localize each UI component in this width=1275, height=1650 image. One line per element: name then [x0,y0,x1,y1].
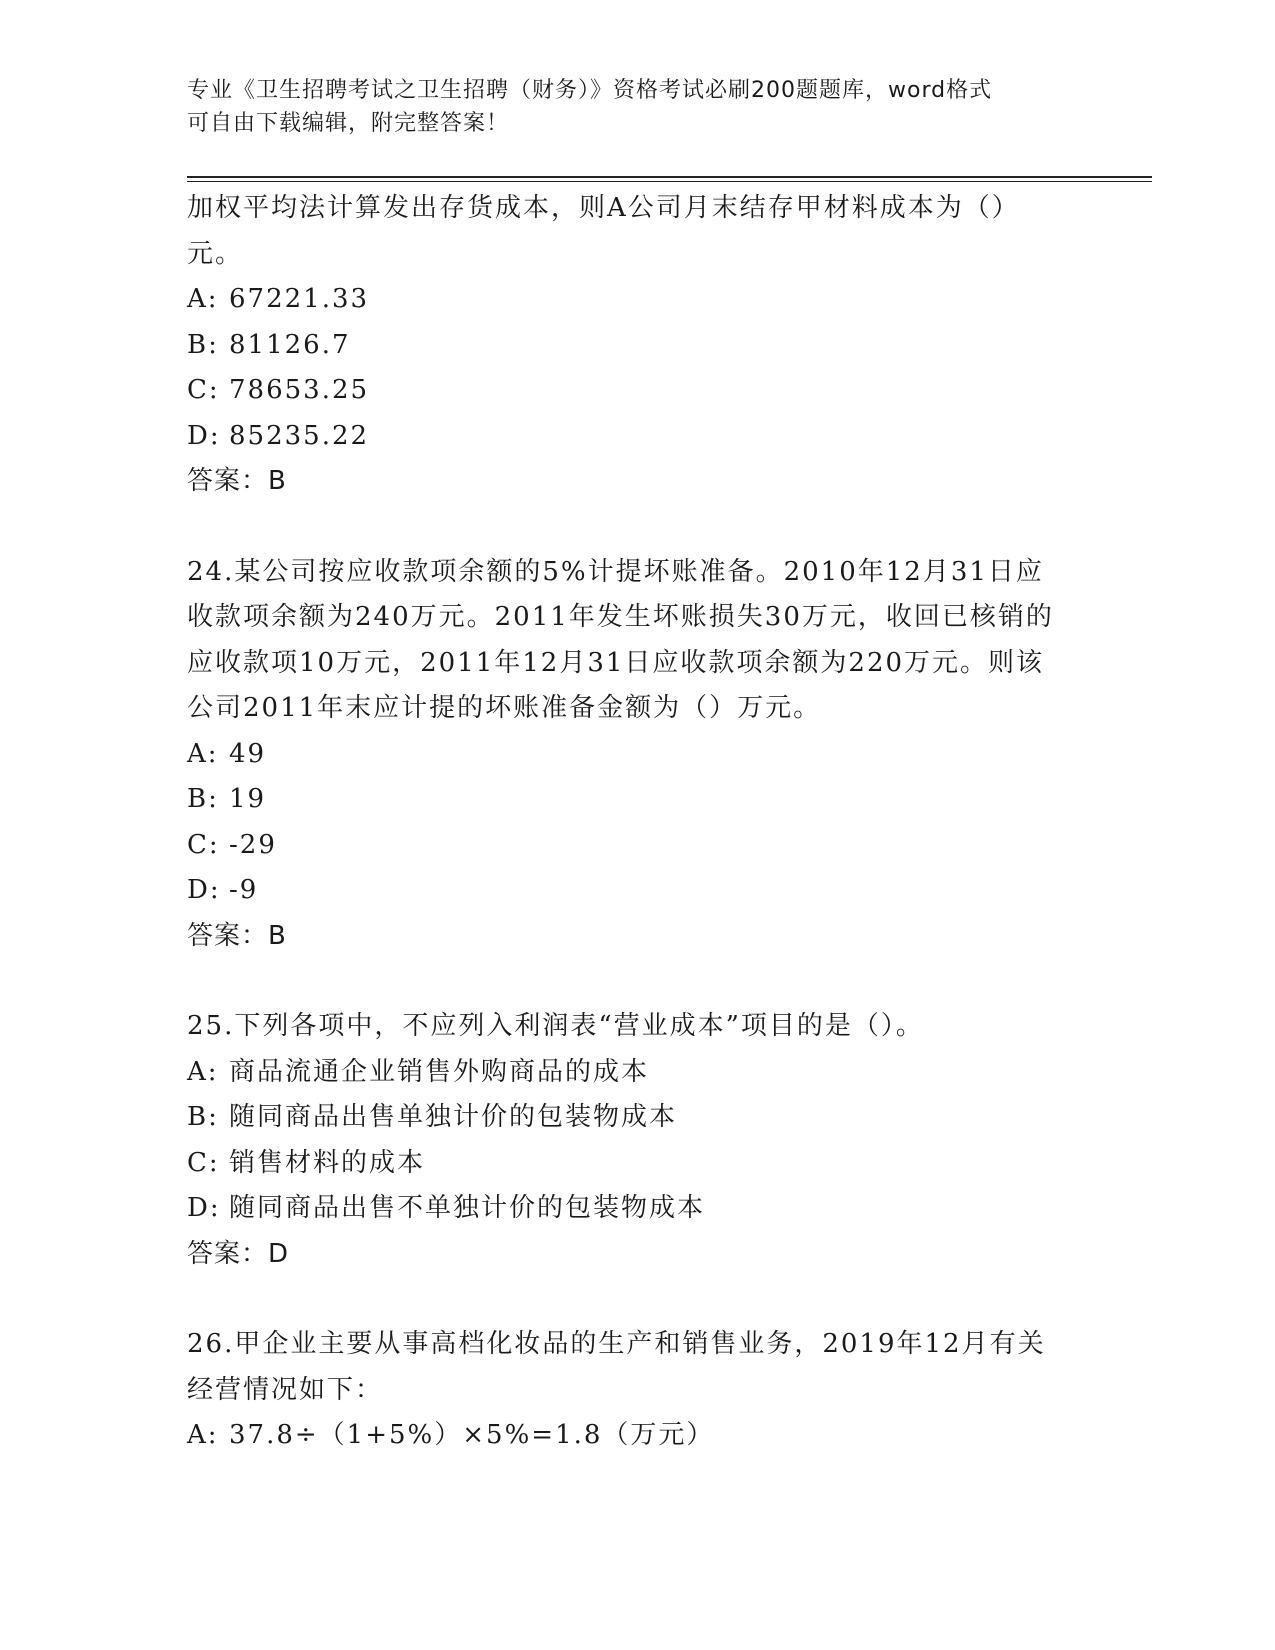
option-text: -29 [229,829,277,860]
answer-line: 答案：D [187,1238,290,1269]
question-stem-line: 25.下列各项中，不应列入利润表“营业成本”项目的是（）。 [187,1011,924,1041]
option-key: D: [187,420,221,451]
question-stem-line: 经营情况如下： [187,1374,384,1405]
option-text: 78653.25 [229,375,370,405]
option-b [187,1095,1092,1141]
option-key: C: [187,1147,220,1178]
document-body [187,186,1092,1459]
option-c [187,823,1092,869]
option-d [187,868,1092,914]
option-text: 随同商品出售单独计价的包装物成本 [229,1102,678,1132]
question-23 [187,186,1092,505]
option-c [187,1141,1092,1187]
question-26 [187,1322,1092,1459]
option-text: 商品流通企业销售外购商品的成本 [229,1056,650,1087]
option-a [187,1413,1092,1459]
question-25 [187,1004,1092,1277]
question-stem-line: 元。 [187,238,244,269]
option-key: A: [187,284,219,314]
option-b [187,777,1092,823]
option-b [187,323,1092,369]
question-stem-line: 收款项余额为240万元。2011年发生坏账损失30万元，收回已核销的 [187,602,1054,632]
option-text: 19 [229,784,267,814]
header-line-2: 可自由下载编辑，附完整答案！ [187,111,510,136]
option-text: 37.8÷（1+5%）×5%=1.8（万元） [229,1420,715,1450]
option-a [187,732,1092,778]
document-header [187,74,1087,140]
option-c [187,368,1092,414]
header-line-1: 专业《卫生招聘考试之卫生招聘（财务）》资格考试必刷200题题库，word格式 [187,78,993,103]
option-key: D: [187,1193,221,1223]
question-stem-line: 应收款项10万元，2011年12月31日应收款项余额为220万元。则该 [187,647,1045,678]
option-text: 67221.33 [229,284,370,314]
answer-line: 答案：B [187,920,287,951]
question-stem-line: 26.甲企业主要从事高档化妆品的生产和销售业务，2019年12月有关 [187,1329,1046,1359]
spacer [187,1277,1092,1322]
option-key: B: [187,784,219,814]
spacer [187,505,1092,550]
option-a [187,1050,1092,1096]
option-text: 85235.22 [229,420,370,451]
option-text: 49 [229,738,267,769]
option-text: 销售材料的成本 [229,1147,426,1178]
option-key: B: [187,329,219,360]
option-key: D: [187,875,221,905]
option-key: A: [187,1056,219,1087]
question-stem-line: 24.某公司按应收款项余额的5%计提坏账准备。2010年12月31日应 [187,556,1044,587]
option-key: C: [187,375,220,405]
option-key: A: [187,738,219,769]
option-d [187,414,1092,460]
answer-line: 答案：B [187,466,287,496]
option-a [187,277,1092,323]
question-stem-line: 公司2011年末应计提的坏账准备金额为（）万元。 [187,693,822,723]
option-d [187,1186,1092,1232]
option-key: A: [187,1420,219,1450]
option-text: -9 [229,875,259,905]
question-stem-line: 加权平均法计算发出存货成本，则A公司月末结存甲材料成本为（） [187,193,1020,223]
option-key: C: [187,829,220,860]
option-text: 随同商品出售不单独计价的包装物成本 [229,1193,706,1223]
spacer [187,959,1092,1004]
header-divider-thin [187,181,1152,182]
option-text: 81126.7 [229,329,351,360]
header-divider-thick [187,176,1152,178]
question-24 [187,550,1092,960]
option-key: B: [187,1102,219,1132]
